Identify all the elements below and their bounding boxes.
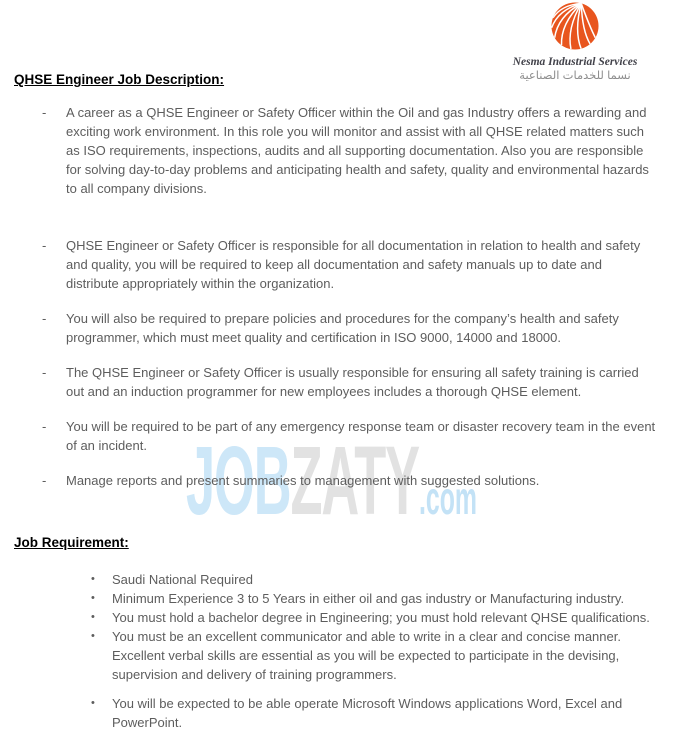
list-item-text: A career as a QHSE Engineer or Safety Officer within the Oil and gas Industry offers a rewarding and exciting work environment. In this role you will monitor and assist with all QHSE related matters such as ISO requirements, inspections, audits and all supporting documentation. Also you are responsible for solving day-to-day problems and anticipating health and safety, quality and environmental hazards to all company divisions. [66,105,649,196]
job-requirement-heading: Job Requirement: [14,535,129,550]
list-item-text: The QHSE Engineer or Safety Officer is usually responsible for ensuring all safety training is carried out and an induction programmer for new employees includes a thorough QHSE element. [66,365,639,399]
watermark-zaty-text: ZATY [290,426,420,535]
dash-marker-icon: - [42,473,47,488]
list-item-text: Manage reports and present summaries to management with suggested solutions. [66,473,540,488]
watermark-job-text: JOB [186,426,291,535]
list-item [91,694,657,732]
list-item [91,627,657,684]
list-item [42,471,657,490]
dash-marker-icon: - [42,105,47,120]
list-item-text: You must be an excellent communicator and able to write in a clear and concise manner. Excellent verbal skills are essential as you will be expected to participate in the devising, supervision and delivery of training programmers. [112,629,621,682]
bullet-marker-icon: • [91,697,95,709]
list-item-text: You will be required to be part of any emergency response team or disaster recovery team in the event of an incident. [66,419,656,453]
bullet-marker-icon: • [91,630,95,642]
list-item-text: Minimum Experience 3 to 5 Years in either oil and gas industry or Manufacturing industry. [112,591,625,606]
job-requirement-list [91,570,657,732]
bullet-marker-icon: • [91,592,95,604]
list-item [42,309,657,347]
list-item [42,363,657,401]
list-item [42,417,657,455]
list-item [91,608,657,627]
company-name-arabic: نسما للخدمات الصناعية [519,70,631,82]
list-item-text: You will also be required to prepare policies and procedures for the company’s health and safety programmer, which must meet quality and certification in ISO 9000, 14000 and 18000. [66,311,619,345]
dash-marker-icon: - [42,365,47,380]
list-item-text: Saudi National Required [112,572,253,587]
dash-marker-icon: - [42,311,47,326]
bullet-marker-icon: • [91,573,95,585]
list-item [91,570,657,589]
dash-marker-icon: - [42,419,47,434]
bullet-marker-icon: • [91,611,95,623]
dash-marker-icon: - [42,238,47,253]
list-item-text: QHSE Engineer or Safety Officer is responsible for all documentation in relation to health and safety and quality, you will be required to keep all documentation and safety manuals up to date and distribute appropriately within the organization. [66,238,641,291]
job-description-list [42,103,657,490]
watermark-dotcom-text: .com [419,472,478,524]
list-item-text: You must hold a bachelor degree in Engineering; you must hold relevant QHSE qualifications. [112,610,650,625]
list-item [91,589,657,608]
list-item [42,236,657,293]
job-description-heading: QHSE Engineer Job Description: [14,72,225,87]
company-name: Nesma Industrial Services [512,56,638,68]
list-item [42,103,657,198]
list-item-text: You will be expected to be able operate Microsoft Windows applications Word, Excel and PowerPoint. [112,696,623,730]
